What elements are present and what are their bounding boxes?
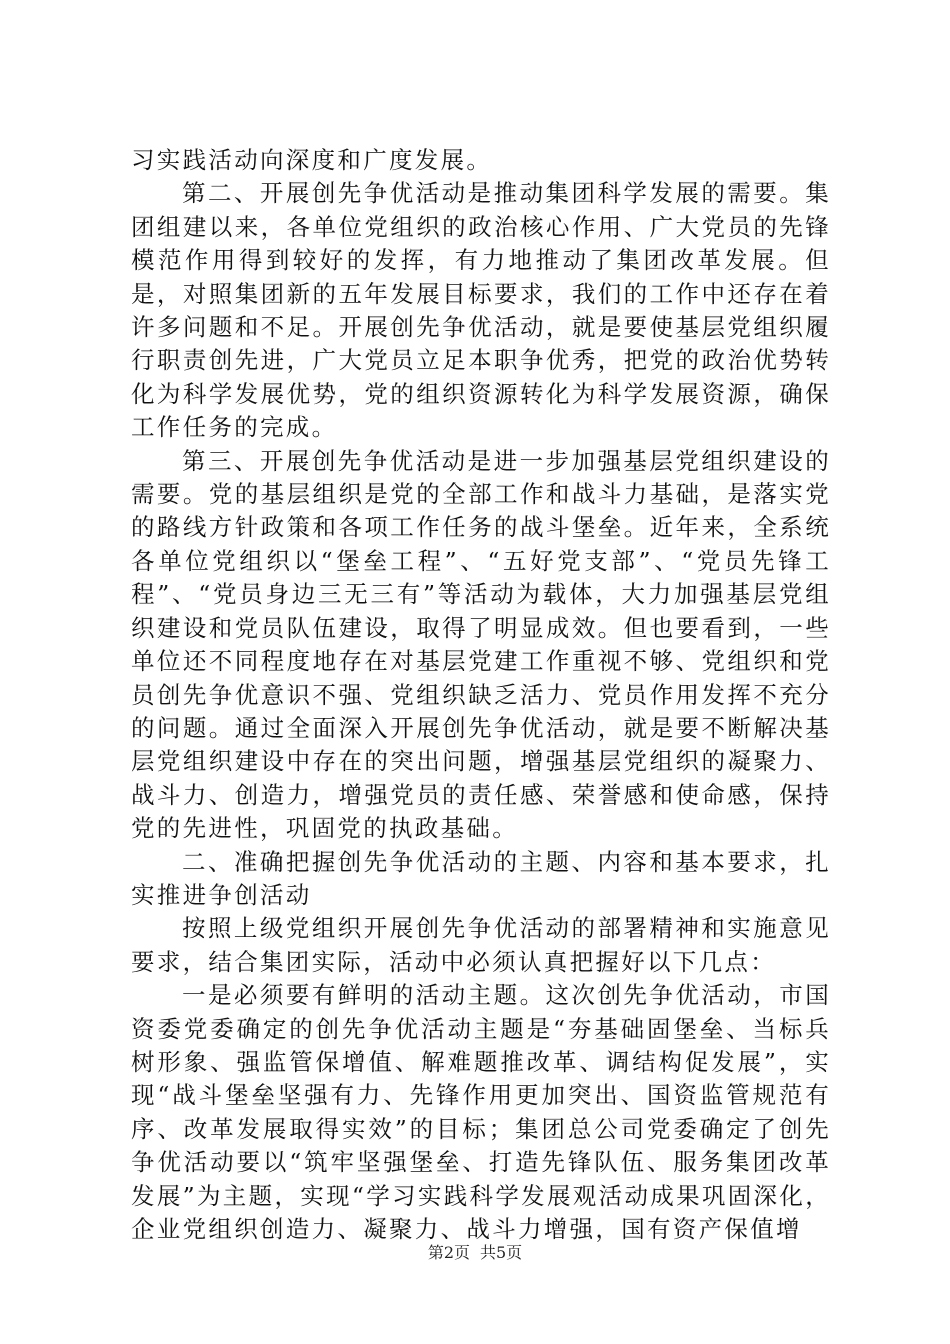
paragraph-second-point: 第二、开展创先争优活动是推动集团科学发展的需要。集团组建以来，各单位党组织的政治核心作用、广大党员的先锋模范作用得到较好的发挥，有力地推动了集团改革发展。但是，对照集团新的五年发展目标要求，我们的工作中还存在着许多问题和不足。开展创先争优活动，就是要使基层党组织履行职责创先进，广大党员立足本职争优秀，把党的政治优势转化为科学发展优势，党的组织资源转化为科学发展资源，确保工作任务的完成。 bbox=[131, 179, 831, 442]
paragraph-continuation: 习实践活动向深度和广度发展。 bbox=[131, 146, 493, 174]
paragraph-third-point: 第三、开展创先争优活动是进一步加强基层党组织建设的需要。党的基层组织是党的全部工作和战斗力基础，是落实党的路线方针政策和各项工作任务的战斗堡垒。近年来，全系统各单位党组织以“堡垒工程”、“五好党支部”、“党员先锋工程”、“党员身边三无三有”等活动为载体，大力加强基层党组织建设和党员队伍建设，取得了明显成效。但也要看到，一些单位还不同程度地存在对基层党建工作重视不够、党组织和党员创先争优意识不强、党组织缺乏活力、党员作用发挥不充分的问题。通过全面深入开展创先争优活动，就是要不断解决基层党组织建设中存在的突出问题，增强基层党组织的凝聚力、战斗力、创造力，增强党员的责任感、荣誉感和使命感，保持党的先进性，巩固党的执政基础。 bbox=[131, 446, 831, 843]
section-heading-two: 二、准确把握创先争优活动的主题、内容和基本要求，扎实推进争创活动 bbox=[131, 847, 831, 909]
page-total: 共5页 bbox=[480, 1243, 523, 1262]
page-number: 第2页 bbox=[427, 1243, 470, 1262]
paragraph-requirements-intro: 按照上级党组织开展创先争优活动的部署精神和实施意见要求，结合集团实际，活动中必须认真把握好以下几点： bbox=[131, 914, 831, 976]
paragraph-activity-theme: 一是必须要有鲜明的活动主题。这次创先争优活动，市国资委党委确定的创先争优活动主题是“夯基础固堡垒、当标兵树形象、强监管保增值、解难题推改革、调结构促发展”，实现“战斗堡垒坚强有力、先锋作用更加突出、国资监管规范有序、改革发展取得实效”的目标；集团总公司党委确定了创先争优活动要以“筑牢坚强堡垒、打造先锋队伍、服务集团改革发展”为主题，实现“学习实践科学发展观活动成果巩固深化，企业党组织创造力、凝聚力、战斗力增强，国有资产保值增 bbox=[131, 981, 831, 1243]
document-body bbox=[131, 144, 831, 1246]
page-footer bbox=[0, 1243, 950, 1263]
